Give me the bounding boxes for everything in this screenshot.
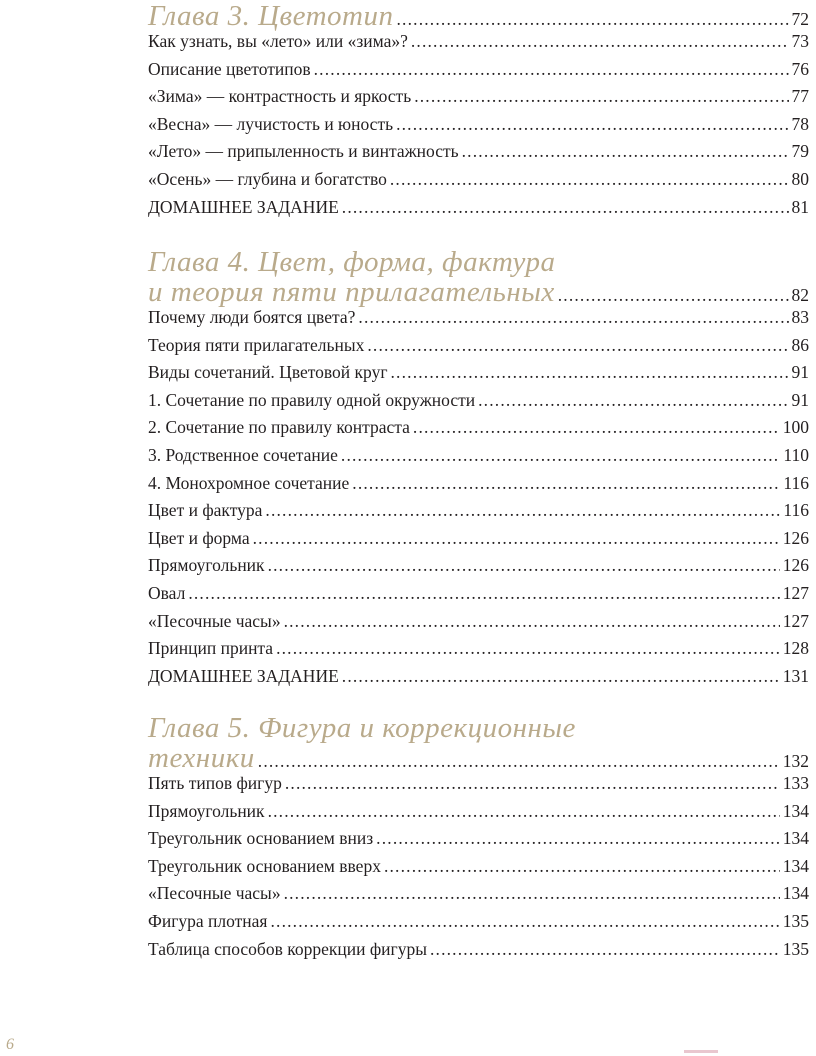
chapter-heading[interactable] <box>148 1 809 31</box>
toc-entry-page: 128 <box>782 638 809 659</box>
toc-entry[interactable] <box>148 307 809 335</box>
chapter-4 <box>148 247 809 693</box>
toc-entry-page: 110 <box>783 444 809 465</box>
dot-leader <box>558 285 789 306</box>
toc-entry[interactable] <box>148 197 809 225</box>
toc-entry-page: 127 <box>782 610 809 631</box>
toc-entry-page: 135 <box>782 938 809 959</box>
toc-entry-page: 134 <box>782 883 809 904</box>
toc-entry[interactable] <box>148 114 809 142</box>
toc-entry[interactable] <box>148 555 809 583</box>
decorative-mark <box>684 1050 718 1053</box>
dot-leader <box>367 335 788 356</box>
toc-entry[interactable] <box>148 773 809 801</box>
toc-entry-page: 126 <box>782 555 809 576</box>
toc-entry-title: «Зима» — контрастность и яркость <box>148 86 412 107</box>
dot-leader <box>414 86 788 107</box>
chapter-heading[interactable] <box>148 277 809 307</box>
toc-entry-page: 126 <box>782 527 809 548</box>
toc-entry-title: Прямоугольник <box>148 555 265 576</box>
chapter-heading[interactable] <box>148 247 809 277</box>
toc-entry-title: 2. Сочетание по правилу контраста <box>148 417 410 438</box>
toc-entry[interactable] <box>148 31 809 59</box>
dot-leader <box>358 307 788 328</box>
toc-entry-title: Цвет и форма <box>148 527 250 548</box>
dot-leader <box>413 417 780 438</box>
toc-entry[interactable] <box>148 335 809 363</box>
toc-entry[interactable] <box>148 611 809 639</box>
dot-leader <box>284 611 780 632</box>
toc-entry-title: «Песочные часы» <box>148 883 281 904</box>
dot-leader <box>396 114 788 135</box>
toc-entry[interactable] <box>148 59 809 87</box>
toc-entry-title: 3. Родственное сочетание <box>148 444 338 465</box>
toc-entry[interactable] <box>148 528 809 556</box>
chapter-title: и теория пяти прилагательных <box>148 276 555 308</box>
dot-leader <box>258 751 780 772</box>
toc-entry[interactable] <box>148 473 809 501</box>
chapter-title: Глава 5. Фигура и коррекционные <box>148 712 576 744</box>
chapter-heading[interactable] <box>148 713 809 743</box>
toc-entry[interactable] <box>148 141 809 169</box>
toc-entry-title: Цвет и фактура <box>148 500 263 521</box>
toc-entry-page: 133 <box>782 773 809 793</box>
chapter-title: техники <box>148 742 255 774</box>
chapter-page-number: 132 <box>782 751 809 771</box>
dot-leader <box>265 500 780 521</box>
chapter-heading[interactable] <box>148 743 809 773</box>
toc-entry-page: 79 <box>791 141 809 162</box>
toc-entry-title: «Осень» — глубина и богатство <box>148 168 387 189</box>
toc-entry-title: Описание цветотипов <box>148 58 311 79</box>
toc-entry-title: Пять типов фигур <box>148 773 282 793</box>
toc-entry-title: Принцип принта <box>148 638 274 659</box>
toc-entry-title: ДОМАШНЕЕ ЗАДАНИЕ <box>148 196 339 217</box>
toc-entry[interactable] <box>148 801 809 829</box>
chapter-title: Глава 4. Цвет, форма, фактура <box>148 246 556 278</box>
toc-entry-title: Почему люди боятся цвета? <box>148 307 356 327</box>
chapter-5 <box>148 713 809 966</box>
toc-entry-title: Теория пяти прилагательных <box>148 334 365 355</box>
page-number: 6 <box>6 1036 14 1053</box>
toc-entry-title: Виды сочетаний. Цветовой круг <box>148 362 388 383</box>
toc-entry-page: 134 <box>782 855 809 876</box>
toc-entry-page: 134 <box>782 828 809 849</box>
toc-entry[interactable] <box>148 828 809 856</box>
dot-leader <box>284 883 780 904</box>
toc-entry[interactable] <box>148 666 809 694</box>
dot-leader <box>285 773 780 794</box>
dot-leader <box>276 638 780 659</box>
toc-entry-page: 80 <box>791 168 809 189</box>
dot-leader <box>390 169 789 190</box>
toc-entry-page: 91 <box>791 389 809 410</box>
toc-entry-title: 1. Сочетание по правилу одной окружности <box>148 389 476 410</box>
toc-entry-title: «Весна» — лучистость и юность <box>148 113 394 134</box>
toc-entry-title: ДОМАШНЕЕ ЗАДАНИЕ <box>148 665 339 686</box>
toc-entry[interactable] <box>148 856 809 884</box>
toc-entry-title: Овал <box>148 582 186 603</box>
toc-entry-page: 127 <box>782 582 809 603</box>
toc-entry-title: Таблица способов коррекции фигуры <box>148 938 427 959</box>
toc-entry-title: 4. Монохромное сочетание <box>148 472 350 493</box>
toc-entry-page: 100 <box>782 417 809 438</box>
dot-leader <box>268 801 780 822</box>
dot-leader <box>352 473 780 494</box>
chapter-page-number: 72 <box>791 9 809 29</box>
toc-entry-title: «Песочные часы» <box>148 610 281 631</box>
toc-entry[interactable] <box>148 169 809 197</box>
dot-leader <box>384 856 780 877</box>
toc-entry-page: 134 <box>782 800 809 821</box>
chapter-3 <box>148 1 809 224</box>
toc-entry-title: Треугольник основанием вверх <box>148 855 381 876</box>
toc-entry-title: Прямоугольник <box>148 800 265 821</box>
dot-leader <box>253 528 780 549</box>
dot-leader <box>430 939 780 960</box>
dot-leader <box>478 390 788 411</box>
toc-entry-title: Треугольник основанием вниз <box>148 828 374 849</box>
toc-entry[interactable] <box>148 417 809 445</box>
toc-entry[interactable] <box>148 500 809 528</box>
chapter-title: Глава 3. Цветотип <box>148 0 394 32</box>
toc-entry-page: 86 <box>791 334 809 355</box>
dot-leader <box>268 555 780 576</box>
toc-entry-title: «Лето» — припыленность и винтажность <box>148 141 459 162</box>
toc-entry-page: 83 <box>791 307 809 327</box>
toc-entry[interactable] <box>148 883 809 911</box>
toc-entry-page: 116 <box>783 472 809 493</box>
toc-entry[interactable] <box>148 445 809 473</box>
toc-entry[interactable] <box>148 390 809 418</box>
dot-leader <box>397 9 789 30</box>
toc-entry-page: 73 <box>791 31 809 51</box>
toc-entry[interactable] <box>148 638 809 666</box>
dot-leader <box>188 583 779 604</box>
toc-entry-page: 91 <box>791 362 809 383</box>
toc-entry[interactable] <box>148 939 809 967</box>
toc-entry-page: 76 <box>791 58 809 79</box>
toc-entry-page: 81 <box>791 196 809 217</box>
chapter-page-number: 82 <box>791 285 809 305</box>
dot-leader <box>411 31 789 52</box>
toc-entry-page: 78 <box>791 113 809 134</box>
toc-entry[interactable] <box>148 362 809 390</box>
toc-entry-page: 135 <box>782 910 809 931</box>
dot-leader <box>342 197 789 218</box>
dot-leader <box>314 59 789 80</box>
dot-leader <box>341 445 781 466</box>
dot-leader <box>270 911 779 932</box>
toc-entry-page: 116 <box>783 500 809 521</box>
toc-entry-page: 77 <box>791 86 809 107</box>
dot-leader <box>376 828 780 849</box>
toc-entry-title: Фигура плотная <box>148 910 268 931</box>
dot-leader <box>391 362 789 383</box>
toc-entry-title: Как узнать, вы «лето» или «зима»? <box>148 31 408 51</box>
toc-entry[interactable] <box>148 86 809 114</box>
toc-entry[interactable] <box>148 911 809 939</box>
dot-leader <box>342 666 780 687</box>
dot-leader <box>462 141 789 162</box>
toc-entry-page: 131 <box>782 665 809 686</box>
toc-entry[interactable] <box>148 583 809 611</box>
